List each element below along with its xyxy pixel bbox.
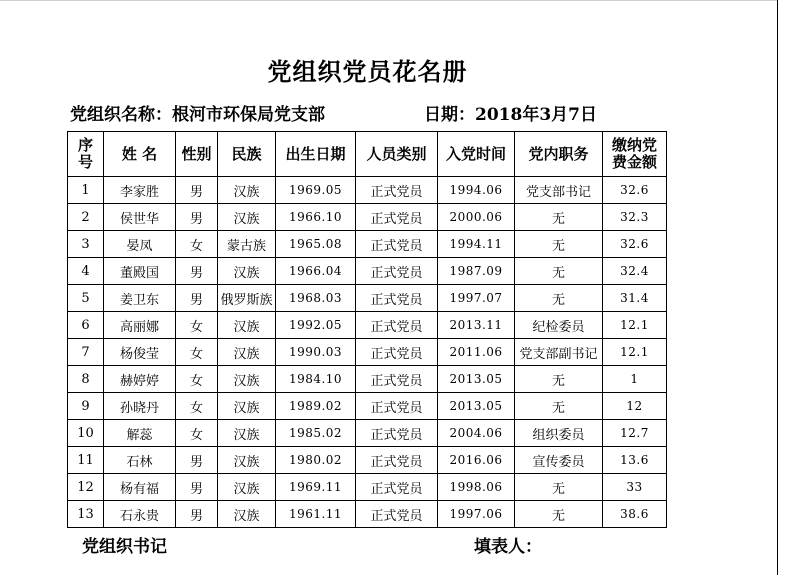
cell-join-date: 2011.06 — [438, 339, 515, 366]
cell-member-type: 正式党员 — [356, 447, 438, 474]
table-row — [68, 312, 667, 339]
header-join-date: 入党时间 — [438, 132, 515, 177]
cell-name: 石林 — [104, 447, 176, 474]
organization-name: 党组织名称：根河市环保局党支部 — [70, 105, 325, 125]
cell-seq: 2 — [68, 204, 104, 231]
cell-party-position: 无 — [515, 474, 603, 501]
cell-ethnicity: 汉族 — [218, 393, 276, 420]
cell-dues-amount: 13.6 — [603, 447, 667, 474]
cell-birth-date: 1966.04 — [276, 258, 356, 285]
cell-seq: 5 — [68, 285, 104, 312]
cell-gender: 男 — [176, 474, 218, 501]
header-ethnicity: 民族 — [218, 132, 276, 177]
filler-signature-label: 填表人： — [474, 537, 542, 557]
cell-member-type: 正式党员 — [356, 258, 438, 285]
table-row — [68, 339, 667, 366]
cell-join-date: 1997.07 — [438, 285, 515, 312]
header-dues-amount: 缴纳党费金额 — [603, 132, 667, 177]
cell-dues-amount: 32.3 — [603, 204, 667, 231]
table-row — [68, 204, 667, 231]
cell-seq: 12 — [68, 474, 104, 501]
cell-gender: 女 — [176, 393, 218, 420]
cell-member-type: 正式党员 — [356, 285, 438, 312]
cell-name: 侯世华 — [104, 204, 176, 231]
document-date: 日期：2018年3月7日 — [424, 105, 597, 125]
cell-member-type: 正式党员 — [356, 231, 438, 258]
cell-gender: 男 — [176, 447, 218, 474]
cell-gender: 女 — [176, 420, 218, 447]
table-row — [68, 393, 667, 420]
cell-gender: 男 — [176, 285, 218, 312]
cell-dues-amount: 12 — [603, 393, 667, 420]
cell-name: 董殿国 — [104, 258, 176, 285]
cell-member-type: 正式党员 — [356, 420, 438, 447]
cell-gender: 男 — [176, 501, 218, 528]
cell-join-date: 1994.11 — [438, 231, 515, 258]
cell-ethnicity: 汉族 — [218, 501, 276, 528]
cell-name: 孙晓丹 — [104, 393, 176, 420]
cell-birth-date: 1980.02 — [276, 447, 356, 474]
cell-party-position: 无 — [515, 258, 603, 285]
table-row — [68, 501, 667, 528]
cell-member-type: 正式党员 — [356, 393, 438, 420]
header-member-type: 人员类别 — [356, 132, 438, 177]
cell-birth-date: 1966.10 — [276, 204, 356, 231]
cell-birth-date: 1965.08 — [276, 231, 356, 258]
cell-seq: 8 — [68, 366, 104, 393]
header-gender: 性别 — [176, 132, 218, 177]
cell-ethnicity: 汉族 — [218, 204, 276, 231]
cell-ethnicity: 蒙古族 — [218, 231, 276, 258]
table-row — [68, 285, 667, 312]
cell-birth-date: 1985.02 — [276, 420, 356, 447]
page-right-border — [777, 0, 778, 575]
cell-join-date: 2013.11 — [438, 312, 515, 339]
cell-birth-date: 1969.05 — [276, 177, 356, 204]
cell-gender: 男 — [176, 258, 218, 285]
cell-party-position: 党支部副书记 — [515, 339, 603, 366]
cell-party-position: 党支部书记 — [515, 177, 603, 204]
cell-birth-date: 1990.03 — [276, 339, 356, 366]
table-row — [68, 474, 667, 501]
cell-name: 姜卫东 — [104, 285, 176, 312]
cell-party-position: 无 — [515, 285, 603, 312]
table-row — [68, 420, 667, 447]
table-row — [68, 258, 667, 285]
member-roster-table — [67, 131, 667, 528]
cell-member-type: 正式党员 — [356, 339, 438, 366]
header-party-position: 党内职务 — [515, 132, 603, 177]
header-name: 姓 名 — [104, 132, 176, 177]
cell-birth-date: 1992.05 — [276, 312, 356, 339]
cell-ethnicity: 汉族 — [218, 420, 276, 447]
cell-seq: 1 — [68, 177, 104, 204]
cell-ethnicity: 汉族 — [218, 447, 276, 474]
cell-dues-amount: 32.6 — [603, 177, 667, 204]
cell-party-position: 无 — [515, 231, 603, 258]
cell-party-position: 组织委员 — [515, 420, 603, 447]
page-top-border — [0, 0, 778, 1]
cell-name: 杨俊莹 — [104, 339, 176, 366]
cell-ethnicity: 汉族 — [218, 258, 276, 285]
cell-seq: 10 — [68, 420, 104, 447]
cell-name: 解蕊 — [104, 420, 176, 447]
cell-member-type: 正式党员 — [356, 474, 438, 501]
cell-dues-amount: 12.1 — [603, 339, 667, 366]
cell-member-type: 正式党员 — [356, 366, 438, 393]
cell-party-position: 无 — [515, 366, 603, 393]
cell-member-type: 正式党员 — [356, 204, 438, 231]
cell-ethnicity: 汉族 — [218, 177, 276, 204]
cell-party-position: 无 — [515, 204, 603, 231]
cell-birth-date: 1961.11 — [276, 501, 356, 528]
secretary-signature-label: 党组织书记 — [82, 537, 167, 557]
table-row — [68, 447, 667, 474]
cell-party-position: 无 — [515, 501, 603, 528]
cell-dues-amount: 33 — [603, 474, 667, 501]
cell-gender: 男 — [176, 177, 218, 204]
cell-birth-date: 1984.10 — [276, 366, 356, 393]
cell-gender: 男 — [176, 204, 218, 231]
cell-dues-amount: 32.4 — [603, 258, 667, 285]
cell-dues-amount: 32.6 — [603, 231, 667, 258]
cell-member-type: 正式党员 — [356, 312, 438, 339]
cell-party-position: 无 — [515, 393, 603, 420]
header-birth-date: 出生日期 — [276, 132, 356, 177]
cell-dues-amount: 12.1 — [603, 312, 667, 339]
cell-gender: 女 — [176, 312, 218, 339]
cell-join-date: 1987.09 — [438, 258, 515, 285]
cell-seq: 4 — [68, 258, 104, 285]
cell-birth-date: 1968.03 — [276, 285, 356, 312]
cell-seq: 13 — [68, 501, 104, 528]
cell-member-type: 正式党员 — [356, 501, 438, 528]
cell-seq: 6 — [68, 312, 104, 339]
cell-join-date: 1997.06 — [438, 501, 515, 528]
cell-join-date: 2000.06 — [438, 204, 515, 231]
cell-name: 杨有福 — [104, 474, 176, 501]
cell-dues-amount: 38.6 — [603, 501, 667, 528]
table-row — [68, 177, 667, 204]
cell-gender: 女 — [176, 366, 218, 393]
cell-join-date: 1994.06 — [438, 177, 515, 204]
header-seq: 序号 — [68, 132, 104, 177]
cell-seq: 11 — [68, 447, 104, 474]
cell-dues-amount: 31.4 — [603, 285, 667, 312]
cell-ethnicity: 汉族 — [218, 474, 276, 501]
cell-join-date: 1998.06 — [438, 474, 515, 501]
cell-name: 石永贵 — [104, 501, 176, 528]
document-title: 党组织党员花名册 — [267, 57, 468, 86]
cell-join-date: 2013.05 — [438, 393, 515, 420]
table-row — [68, 366, 667, 393]
cell-party-position: 宣传委员 — [515, 447, 603, 474]
cell-seq: 7 — [68, 339, 104, 366]
cell-birth-date: 1969.11 — [276, 474, 356, 501]
cell-party-position: 纪检委员 — [515, 312, 603, 339]
table-row — [68, 231, 667, 258]
cell-ethnicity: 汉族 — [218, 312, 276, 339]
cell-name: 赫婷婷 — [104, 366, 176, 393]
cell-ethnicity: 汉族 — [218, 339, 276, 366]
cell-ethnicity: 汉族 — [218, 366, 276, 393]
cell-member-type: 正式党员 — [356, 177, 438, 204]
cell-dues-amount: 1 — [603, 366, 667, 393]
cell-name: 晏凤 — [104, 231, 176, 258]
cell-gender: 女 — [176, 339, 218, 366]
cell-seq: 3 — [68, 231, 104, 258]
cell-dues-amount: 12.7 — [603, 420, 667, 447]
cell-join-date: 2004.06 — [438, 420, 515, 447]
cell-ethnicity: 俄罗斯族 — [218, 285, 276, 312]
cell-gender: 女 — [176, 231, 218, 258]
table-header-row — [68, 132, 667, 177]
cell-join-date: 2013.05 — [438, 366, 515, 393]
cell-name: 李家胜 — [104, 177, 176, 204]
cell-birth-date: 1989.02 — [276, 393, 356, 420]
cell-seq: 9 — [68, 393, 104, 420]
cell-join-date: 2016.06 — [438, 447, 515, 474]
cell-name: 高丽娜 — [104, 312, 176, 339]
